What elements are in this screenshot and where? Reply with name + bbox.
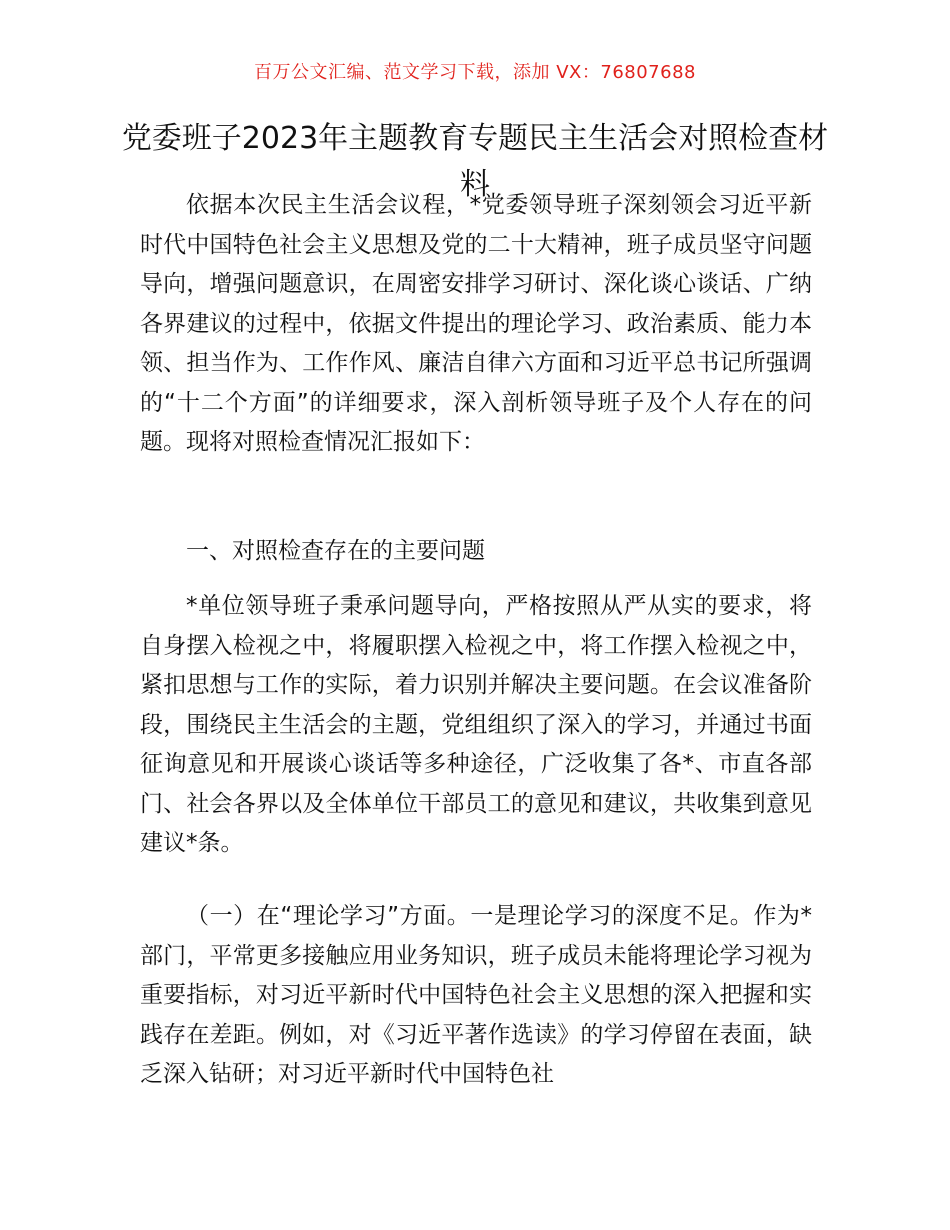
paragraph-problem-overview: *单位领导班子秉承问题导向，严格按照从严从实的要求，将自身摆入检视之中，将履职摆入检视之中，将工作摆入检视之中，紧扣思想与工作的实际，着力识别并解决主要问题。在会议准备阶段，围绕民主生活会的主题，党组组织了深入的学习，并通过书面征询意见和开展谈心谈话等多种途径，广泛收集了各*、市直各部门、社会各界以及全体单位干部员工的意见和建议，共收集到意见建议*条。 bbox=[140, 593, 812, 856]
paragraph-intro: 依据本次民主生活会议程，*党委领导班子深刻领会习近平新时代中国特色社会主义思想及党的二十大精神，班子成员坚守问题导向，增强问题意识，在周密安排学习研讨、深化谈心谈话、广纳各界建议的过程中，依据文件提出的理论学习、政治素质、能力本领、担当作为、工作作风、廉洁自律六方面和习近平总书记所强调的“十二个方面”的详细要求，深入剖析领导班子及个人存在的问题。现将对照检查情况汇报如下： bbox=[140, 192, 812, 455]
document-title: 党委班子2023年主题教育专题民主生活会对照检查材料 bbox=[121, 121, 829, 202]
section-heading-main-problems: 一、对照检查存在的主要问题 bbox=[186, 538, 485, 564]
paragraph-theory-study: （一）在“理论学习”方面。一是理论学习的深度不足。作为*部门，平常更多接触应用业务知识，班子成员未能将理论学习视为重要指标，对习近平新时代中国特色社会主义思想的深入把握和实践存在差距。例如，对《习近平著作选读》的学习停留在表面，缺乏深入钻研；对习近平新时代中国特色社 bbox=[140, 903, 812, 1087]
header-watermark-text: 百万公文汇编、范文学习下载，添加 VX：76807688 bbox=[254, 62, 696, 83]
